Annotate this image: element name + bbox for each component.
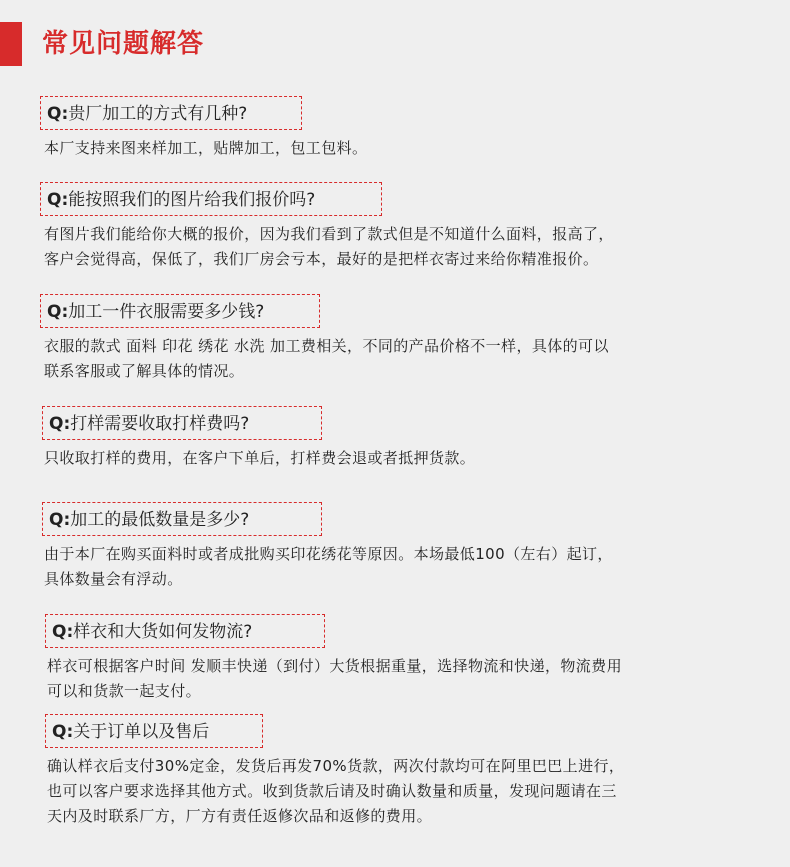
q-prefix: Q: — [47, 302, 69, 322]
q-prefix: Q: — [49, 510, 71, 530]
faq-answer: 确认样衣后支付30%定金，发货后再发70%货款，两次付款均可在阿里巴巴上进行， 也可以客户要求选择其他方式。收到货款后请及时确认数量和质量，发现问题请在三 天内及时联系厂方，厂方有责任返修次品和返修的费用。 — [47, 757, 625, 825]
faq-answer: 本厂支持来图来样加工，贴牌加工，包工包料。 — [44, 139, 368, 157]
question-text: 样衣和大货如何发物流? — [73, 622, 253, 642]
question-text: 贵厂加工的方式有几种? — [68, 104, 248, 124]
faq-answer: 由于本厂在购买面料时或者成批购买印花绣花等原因。本场最低100（左右）起订， 具体数量会有浮动。 — [44, 545, 613, 588]
question-text: 关于订单以及售后 — [73, 722, 210, 742]
title-accent-bar — [0, 22, 22, 66]
question-text: 打样需要收取打样费吗? — [70, 414, 250, 434]
faq-answer: 有图片我们能给你大概的报价，因为我们看到了款式但是不知道什么面料，报高了， 客户会觉得高，保低了，我们厂房会亏本，最好的是把样衣寄过来给你精准报价。 — [44, 225, 614, 268]
question-text: 加工一件衣服需要多少钱? — [68, 302, 265, 322]
faq-question — [42, 502, 322, 536]
q-prefix: Q: — [52, 622, 74, 642]
q-prefix: Q: — [47, 104, 69, 124]
q-prefix: Q: — [49, 414, 71, 434]
faq-answer: 只收取打样的费用，在客户下单后，打样费会退或者抵押货款。 — [44, 449, 476, 467]
question-text: 能按照我们的图片给我们报价吗? — [68, 190, 316, 210]
faq-answer: 样衣可根据客户时间 发顺丰快递（到付）大货根据重量，选择物流和快递，物流费用 可以和货款一起支付。 — [47, 657, 622, 700]
faq-question — [45, 714, 263, 748]
page-title: 常见问题解答 — [42, 29, 205, 59]
faq-question — [45, 614, 325, 648]
q-prefix: Q: — [52, 722, 74, 742]
faq-answer: 衣服的款式 面料 印花 绣花 水洗 加工费相关，不同的产品价格不一样，具体的可以 联系客服或了解具体的情况。 — [44, 337, 609, 380]
faq-question — [40, 182, 382, 216]
faq-question — [40, 96, 302, 130]
faq-question — [40, 294, 320, 328]
question-text: 加工的最低数量是多少? — [70, 510, 250, 530]
faq-question — [42, 406, 322, 440]
q-prefix: Q: — [47, 190, 69, 210]
